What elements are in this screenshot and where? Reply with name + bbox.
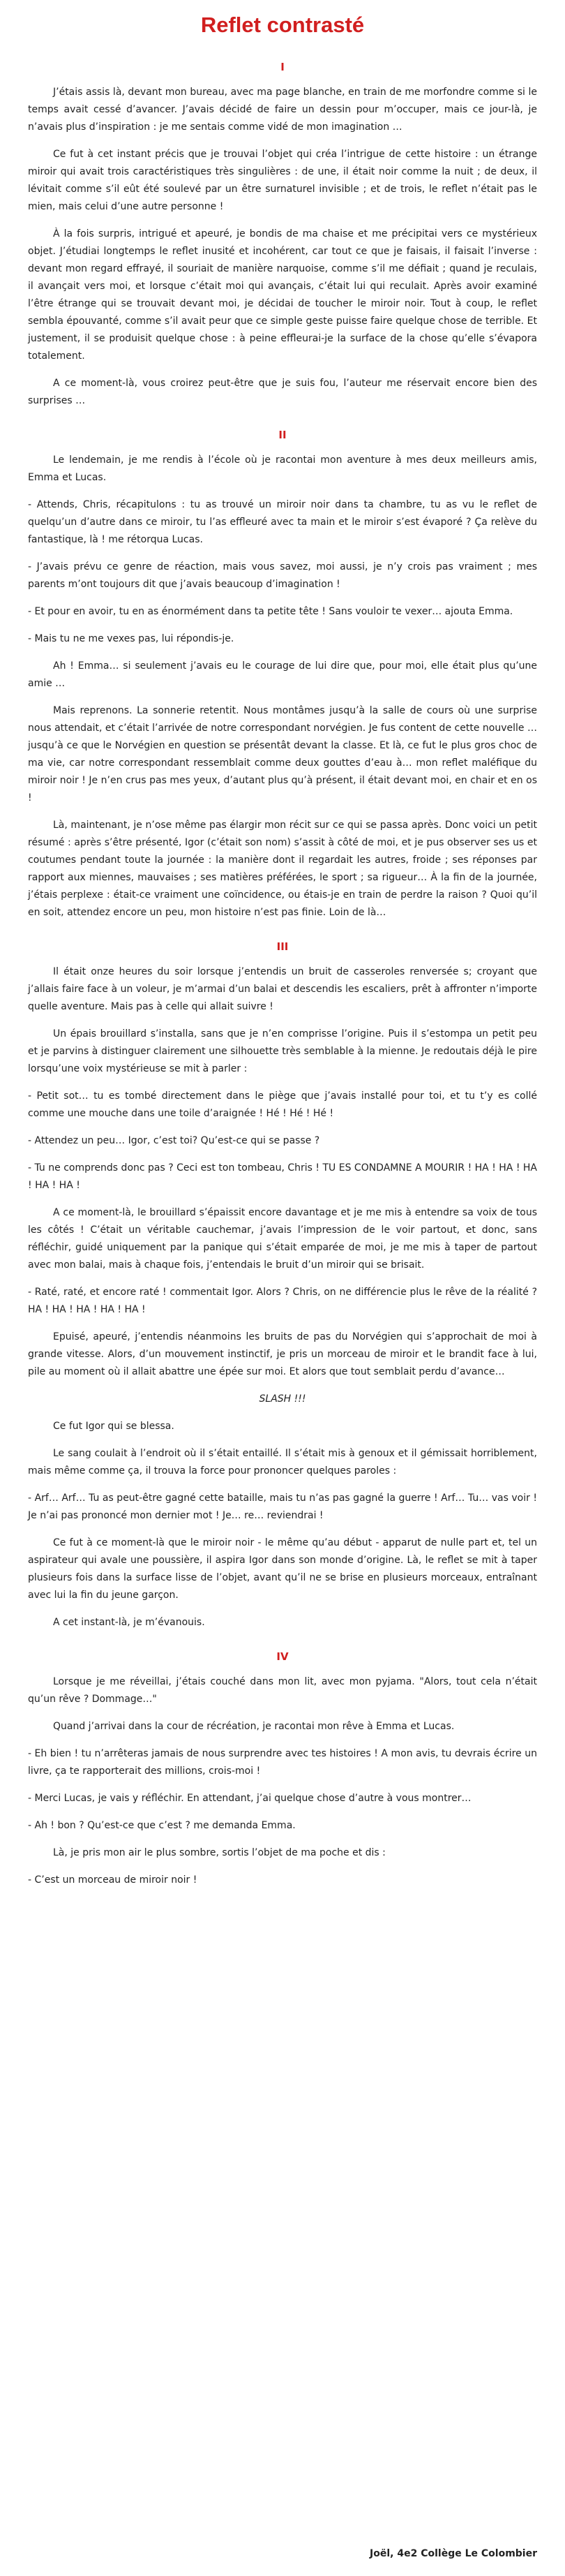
dialogue-line: - Arf… Arf… Tu as peut-être gagné cette bataille, mais tu n’as pas gagné la guerre ! Arf… Tu… vas voir ! Je n’ai pas prononcé mon dernier mot ! Je… re… reviendrai ! <box>28 1493 537 1521</box>
paragraph: Quand j’arrivai dans la cour de récréation, je racontai mon rêve à Emma et Lucas. <box>53 1721 455 1732</box>
dialogue-line: - Mais tu ne me vexes pas, lui répondis-je. <box>28 633 234 644</box>
dialogue-line: - Ah ! bon ? Qu’est-ce que c’est ? me demanda Emma. <box>28 1820 296 1831</box>
paragraph: A ce moment-là, vous croirez peut-être que je suis fou, l’auteur me réservait encore bien des surprises … <box>28 378 537 406</box>
paragraph: J’étais assis là, devant mon bureau, avec ma page blanche, en train de me morfondre comme si le temps avait cessé d’avancer. J’avais décidé de faire un dessin pour m’occuper, mais ce jour-là, je n’avais plus d’inspiration : je me sentais comme vidé de mon imagination … <box>28 87 537 133</box>
paragraph: Mais reprenons. La sonnerie retentit. Nous montâmes jusqu’à la salle de cours où une surprise nous attendait, et c’était l’arrivée de notre correspondant norvégien. Je fus content de cette nouvelle … jusqu’à ce que le Norvégien en question se présentât devant la classe. Et là, ce fut le plus gros choc de ma vie, car notre correspondant ressemblait comme deux gouttes d’eau à… mon reflet maléfique du miroir noir ! Je n’en crus pas mes yeux, d’autant plus qu’à présent, il était devant moi, en chair et en os ! <box>28 705 537 804</box>
story-page <box>28 11 537 1899</box>
dialogue-line: - Merci Lucas, je vais y réfléchir. En attendant, j’ai quelque chose d’autre à vous montrer… <box>28 1793 472 1804</box>
section-number: IV <box>276 1650 289 1663</box>
paragraph: Epuisé, apeuré, j’entendis néanmoins les bruits de pas du Norvégien qui s’approchait de moi à grande vitesse. Alors, d’un mouvement instinctif, je pris un morceau de miroir et le brandit face à lui, pile au moment où il allait abattre une épée sur moi. Et alors que tout semblait perdu d’avance… <box>28 1331 537 1377</box>
slash-sound: SLASH !!! <box>259 1393 306 1405</box>
section-number: II <box>278 429 287 441</box>
dialogue-line: - Et pour en avoir, tu en as énormément dans ta petite tête ! Sans vouloir te vexer… ajouta Emma. <box>28 606 513 617</box>
section-number: I <box>280 61 285 73</box>
dialogue-line: - Petit sot… tu es tombé directement dans le piège que j’avais installé pour toi, et tu t’y es collé comme une mouche dans une toile d’araignée ! Hé ! Hé ! Hé ! <box>28 1090 537 1119</box>
paragraph: Ce fut Igor qui se blessa. <box>53 1421 174 1432</box>
paragraph: Un épais brouillard s’installa, sans que je n’en comprisse l’origine. Puis il s’estompa un petit peu et je parvins à distinguer clairement une silhouette très semblable à la mienne. Je redoutais déjà le pire lorsqu’une voix mystérieuse se mit à parler : <box>28 1028 537 1074</box>
dialogue-line: - Tu ne comprends donc pas ? Ceci est ton tombeau, Chris ! TU ES CONDAMNE A MOURIR ! HA ! HA ! HA ! HA ! HA ! <box>28 1162 537 1191</box>
paragraph: A ce moment-là, le brouillard s’épaissit encore davantage et je me mis à entendre sa voix de tous les côtés ! C’était un véritable cauchemar, j’avais l’impression de le voir partout, et donc, sans réfléchir, guidé uniquement par la panique qui s’était emparée de moi, je me mis à taper de partout avec mon balai, mais à chaque fois, j’entendais le bruit d’un miroir qui se brisait. <box>28 1207 537 1271</box>
paragraph: Ce fut à ce moment-là que le miroir noir - le même qu’au début - apparut de nulle part et, tel un aspirateur qui avale une poussière, il aspira Igor dans son monde d’origine. Là, le reflet se mit à taper plusieurs fois dans la surface lisse de l’objet, avant qu’il ne se brise en plusieurs morceaux, entraînant avec lui la fin du jeune garçon. <box>28 1537 537 1601</box>
paragraph: Là, maintenant, je n’ose même pas élargir mon récit sur ce qui se passa après. Donc voici un petit résumé : après s’être présenté, Igor (c’était son nom) s’assit à côté de moi, et je pus observer ses us et coutumes pendant toute la journée : la manière dont il regardait les autres, froide ; ses réponses par rapport aux miennes, mauvaises ; ses matières préférées, le sport ; sa rigueur… À la fin de la journée, j’étais perplexe : était-ce vraiment une coïncidence, ou étais-je en train de perdre la raison ? Quoi qu’il en soit, attendez encore un peu, mon histoire n’est pas finie. Loin de là… <box>28 820 537 918</box>
dialogue-line: - Raté, raté, et encore raté ! commentait Igor. Alors ? Chris, on ne différencie plus le rêve de la réalité ? HA ! HA ! HA ! HA ! HA ! <box>28 1287 537 1315</box>
paragraph: À la fois surpris, intrigué et apeuré, je bondis de ma chaise et me précipitai vers ce mystérieux objet. J’étudiai longtemps le reflet inusité et incohérent, car tout ce que je faisais, il faisait l’inverse : devant mon regard effrayé, il souriait de manière narquoise, comme s’il me défiait ; quand je reculais, il avançait vers moi, et lorsque c’était moi qui avançais, c’était lui qui reculait. Après avoir examiné l’être étrange qui se trouvait devant moi, je décidai de toucher le miroir noir. Tout à coup, le reflet sembla épouvanté, comme s’il avait peur que ce simple geste puisse faire quelque chose de terrible. Et justement, il se produisit quelque chose : à peine effleurai-je la surface de la chose qu’elle s’évapora totalement. <box>28 228 537 362</box>
paragraph: Le lendemain, je me rendis à l’école où je racontai mon aventure à mes deux meilleurs amis, Emma et Lucas. <box>28 454 537 483</box>
story-title: Reflet contrasté <box>200 13 365 37</box>
author-signature: Joël, 4e2 Collège Le Colombier <box>370 2548 537 2559</box>
dialogue-line: - Eh bien ! tu n’arrêteras jamais de nous surprendre avec tes histoires ! A mon avis, tu devrais écrire un livre, ça te rapporterait des millions, crois-moi ! <box>28 1748 537 1777</box>
paragraph: Ah ! Emma… si seulement j’avais eu le courage de lui dire que, pour moi, elle était plus qu’une amie … <box>28 660 537 689</box>
dialogue-line: - J’avais prévu ce genre de réaction, mais vous savez, moi aussi, je n’y crois pas vraiment ; mes parents m’ont toujours dit que j’avais beaucoup d’imagination ! <box>28 561 537 590</box>
section-number: III <box>276 940 289 953</box>
paragraph: Là, je pris mon air le plus sombre, sortis l’objet de ma poche et dis : <box>53 1847 386 1858</box>
paragraph: Lorsque je me réveillai, j’étais couché dans mon lit, avec mon pyjama. "Alors, tout cela n’était qu’un rêve ? Dommage…" <box>28 1676 537 1705</box>
paragraph: Le sang coulait à l’endroit où il s’était entaillé. Il s’était mis à genoux et il gémissait horriblement, mais même comme ça, il trouva la force pour prononcer quelques paroles : <box>28 1448 537 1476</box>
paragraph: A cet instant-là, je m’évanouis. <box>53 1617 205 1628</box>
paragraph: Il était onze heures du soir lorsque j’entendis un bruit de casseroles renversée s; croyant que j’allais faire face à un voleur, je m’armai d’un balai et descendis les escaliers, prêt à affronter n’importe quelle aventure. Mais pas à celle qui allait suivre ! <box>28 966 537 1012</box>
dialogue-line: - Attends, Chris, récapitulons : tu as trouvé un miroir noir dans ta chambre, tu as vu le reflet de quelqu’un d’autre dans ce miroir, tu l’as effleuré avec ta main et le miroir s’est évaporé ? Ça relève du fantastique, là ! me rétorqua Lucas. <box>28 499 537 545</box>
dialogue-line: - Attendez un peu… Igor, c’est toi? Qu’est-ce qui se passe ? <box>28 1135 320 1146</box>
paragraph: Ce fut à cet instant précis que je trouvai l’objet qui créa l’intrigue de cette histoire : un étrange miroir qui avait trois caractéristiques très singulières : de une, il était noir comme la nuit ; de deux, il lévitait comme s’il eût été soulevé par un être surnaturel invisible ; et de trois, le reflet n’était pas le mien, mais celui d’une autre personne ! <box>28 149 537 212</box>
dialogue-line: - C’est un morceau de miroir noir ! <box>28 1874 197 1886</box>
